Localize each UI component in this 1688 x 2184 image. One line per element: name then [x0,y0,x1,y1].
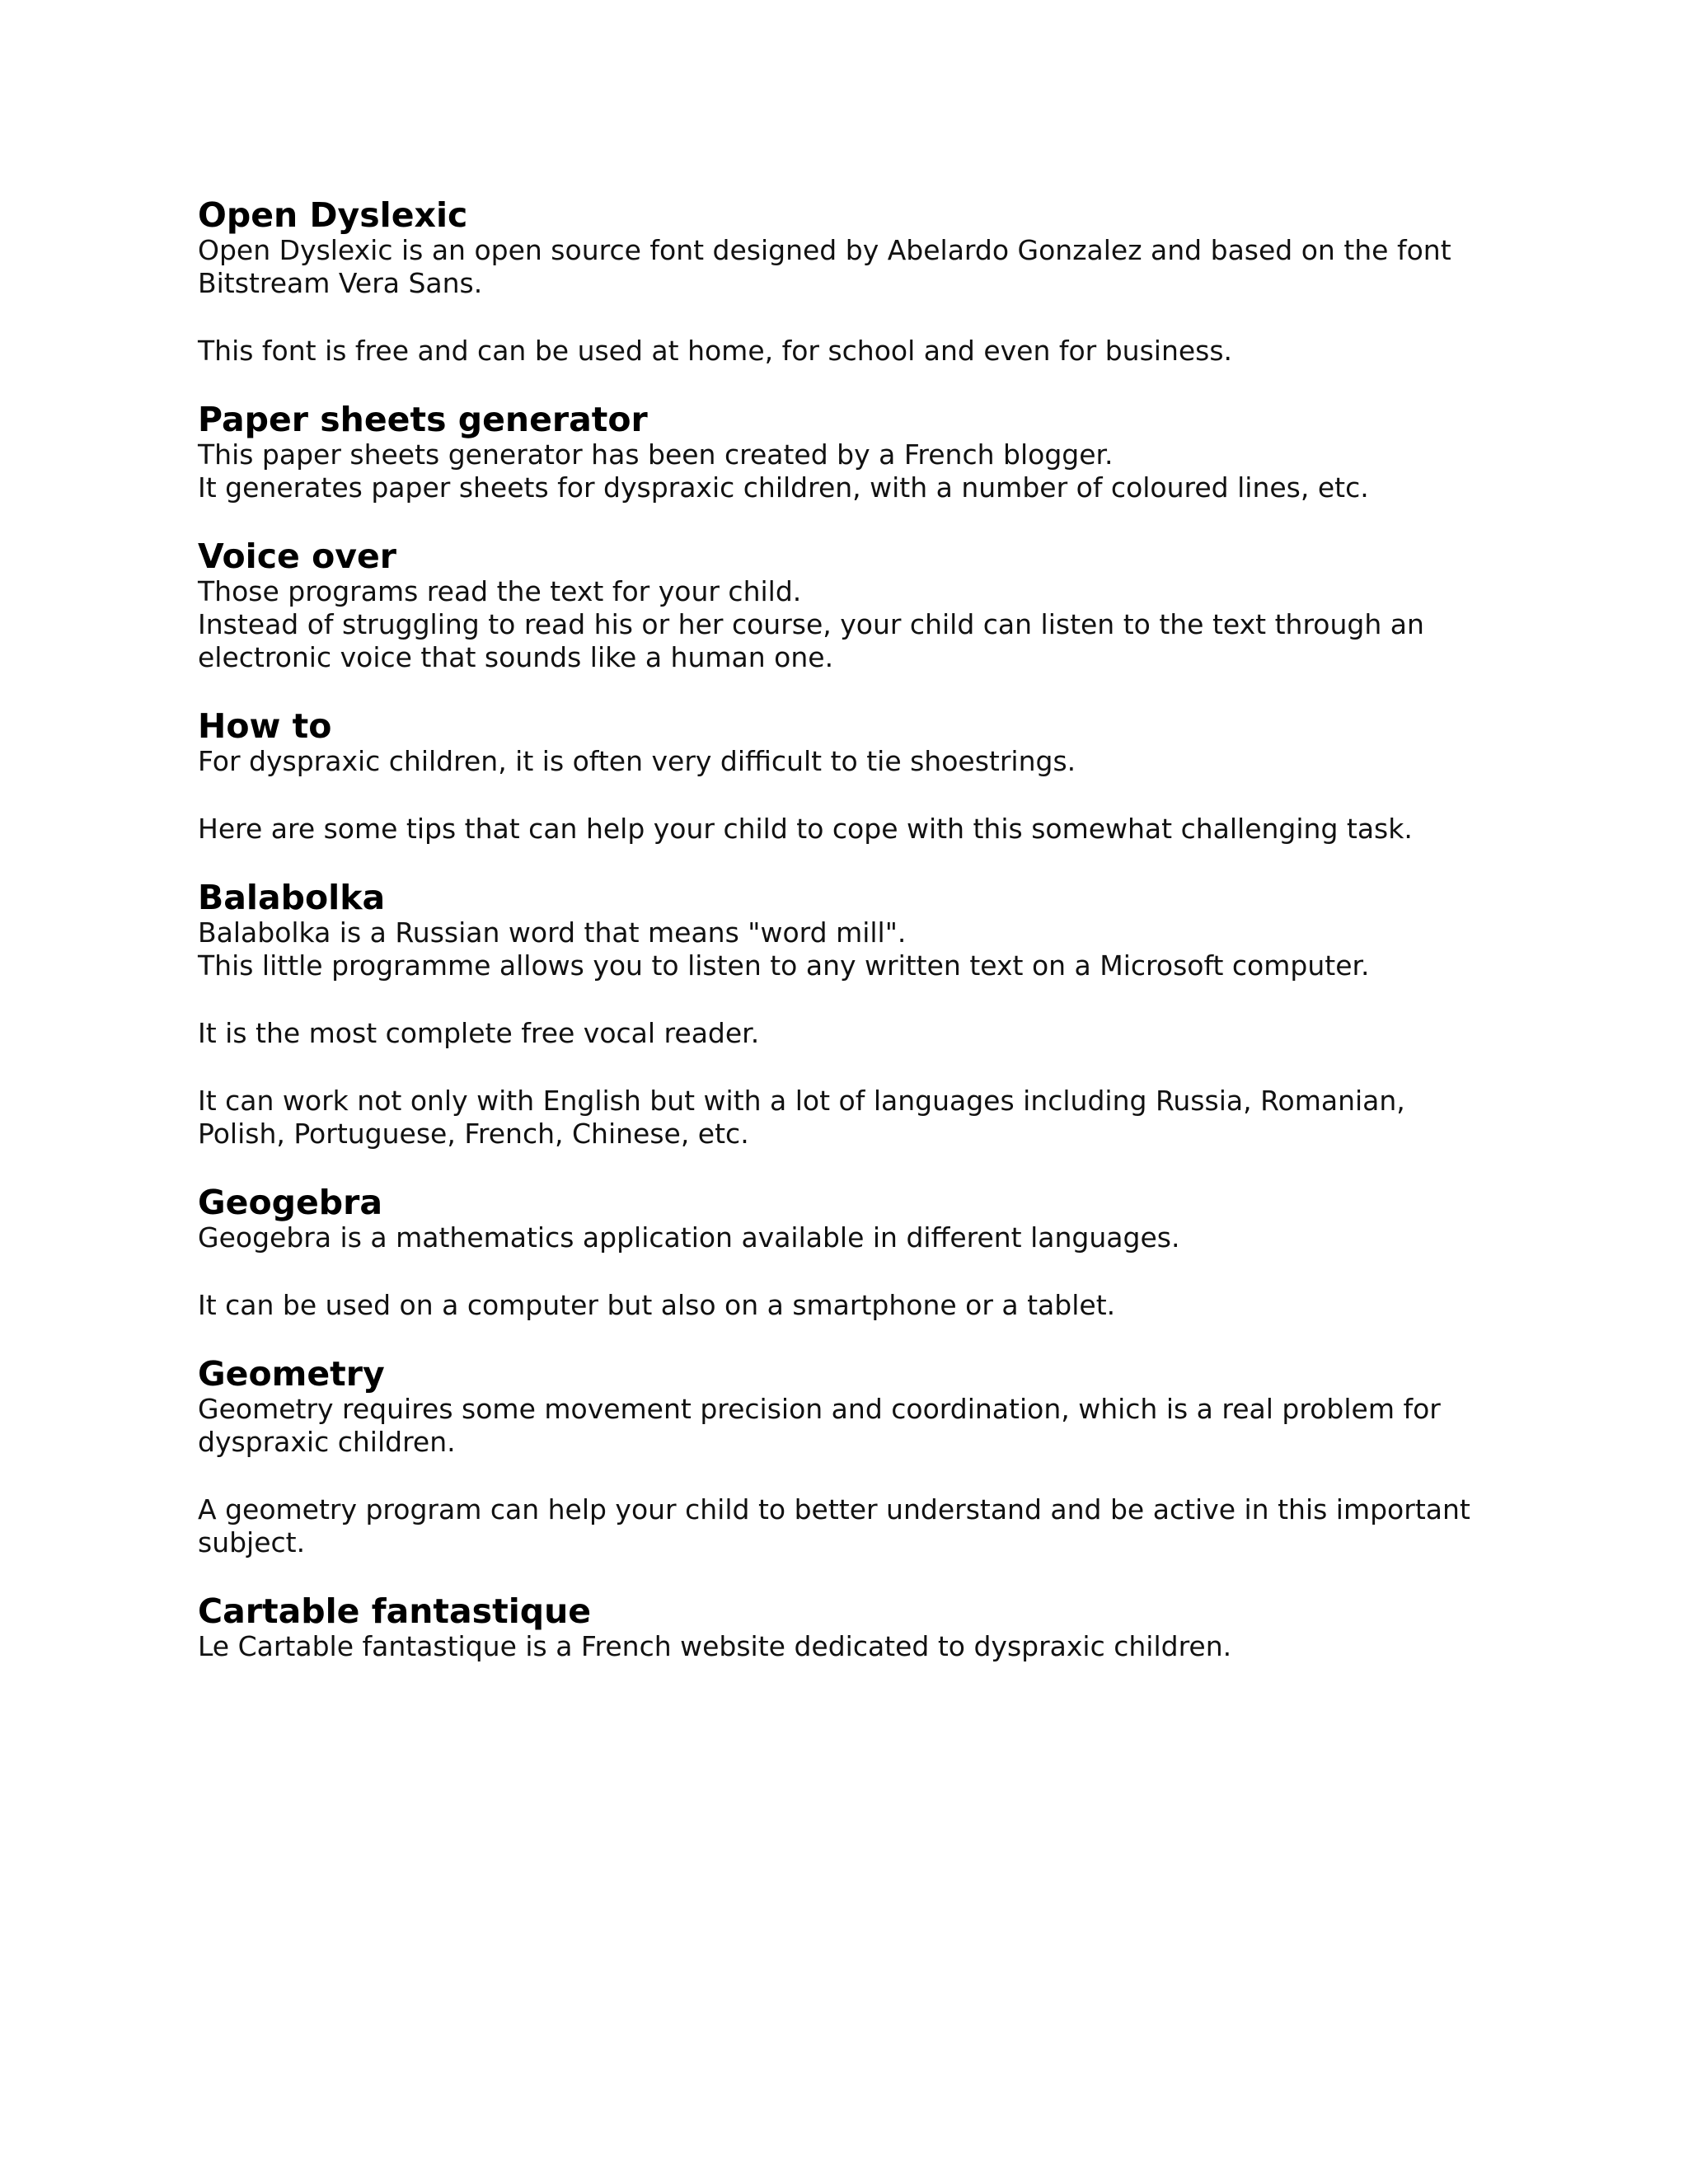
section-heading: Open Dyslexic [198,195,468,235]
section-heading: Geometry [198,1354,385,1394]
section-voice-over [198,537,1484,674]
section-paragraph: It is the most complete free vocal reader. [198,1017,760,1049]
section-open-dyslexic [198,196,1484,368]
section-paragraph: Balabolka is a Russian word that means "word mill". This little programme allows you to listen to any written text on a Microsoft computer. [198,916,1370,982]
section-cartable-fantastique [198,1592,1484,1663]
section-paragraph: Those programs read the text for your child. Instead of struggling to read his or her course, your child can listen to the text through an electronic voice that sounds like a human one. [198,575,1424,673]
section-paragraph: It can work not only with English but with a lot of languages including Russia, Romanian, Polish, Portuguese, French, Chinese, etc. [198,1085,1405,1150]
document-body [198,196,1484,1696]
section-paragraph: For dyspraxic children, it is often very difficult to tie shoestrings. [198,745,1076,777]
section-how-to [198,707,1484,846]
section-paragraph: Open Dyslexic is an open source font designed by Abelardo Gonzalez and based on the font Bitstream Vera Sans. [198,234,1451,299]
section-paragraph: Le Cartable fantastique is a French website dedicated to dyspraxic children. [198,1630,1232,1662]
section-paper-sheets-generator [198,401,1484,504]
section-paragraph: Here are some tips that can help your child to cope with this somewhat challenging task. [198,813,1413,845]
section-paragraph: This font is free and can be used at home, for school and even for business. [198,335,1233,367]
section-paragraph: It can be used on a computer but also on a smartphone or a tablet. [198,1289,1116,1321]
section-heading: Geogebra [198,1183,383,1222]
section-heading: Cartable fantastique [198,1591,592,1631]
section-geometry [198,1355,1484,1559]
section-paragraph: This paper sheets generator has been created by a French blogger. It generates paper sheets for dyspraxic children, with a number of coloured lines, etc. [198,438,1369,504]
section-geogebra [198,1183,1484,1322]
section-heading: Balabolka [198,878,386,917]
section-paragraph: Geometry requires some movement precision and coordination, which is a real problem for dyspraxic children. [198,1393,1441,1458]
section-heading: Voice over [198,537,397,576]
section-paragraph: A geometry program can help your child to better understand and be active in this important subject. [198,1493,1470,1558]
section-balabolka [198,879,1484,1151]
section-heading: Paper sheets generator [198,400,648,439]
section-heading: How to [198,706,332,746]
section-paragraph: Geogebra is a mathematics application available in different languages. [198,1221,1180,1254]
